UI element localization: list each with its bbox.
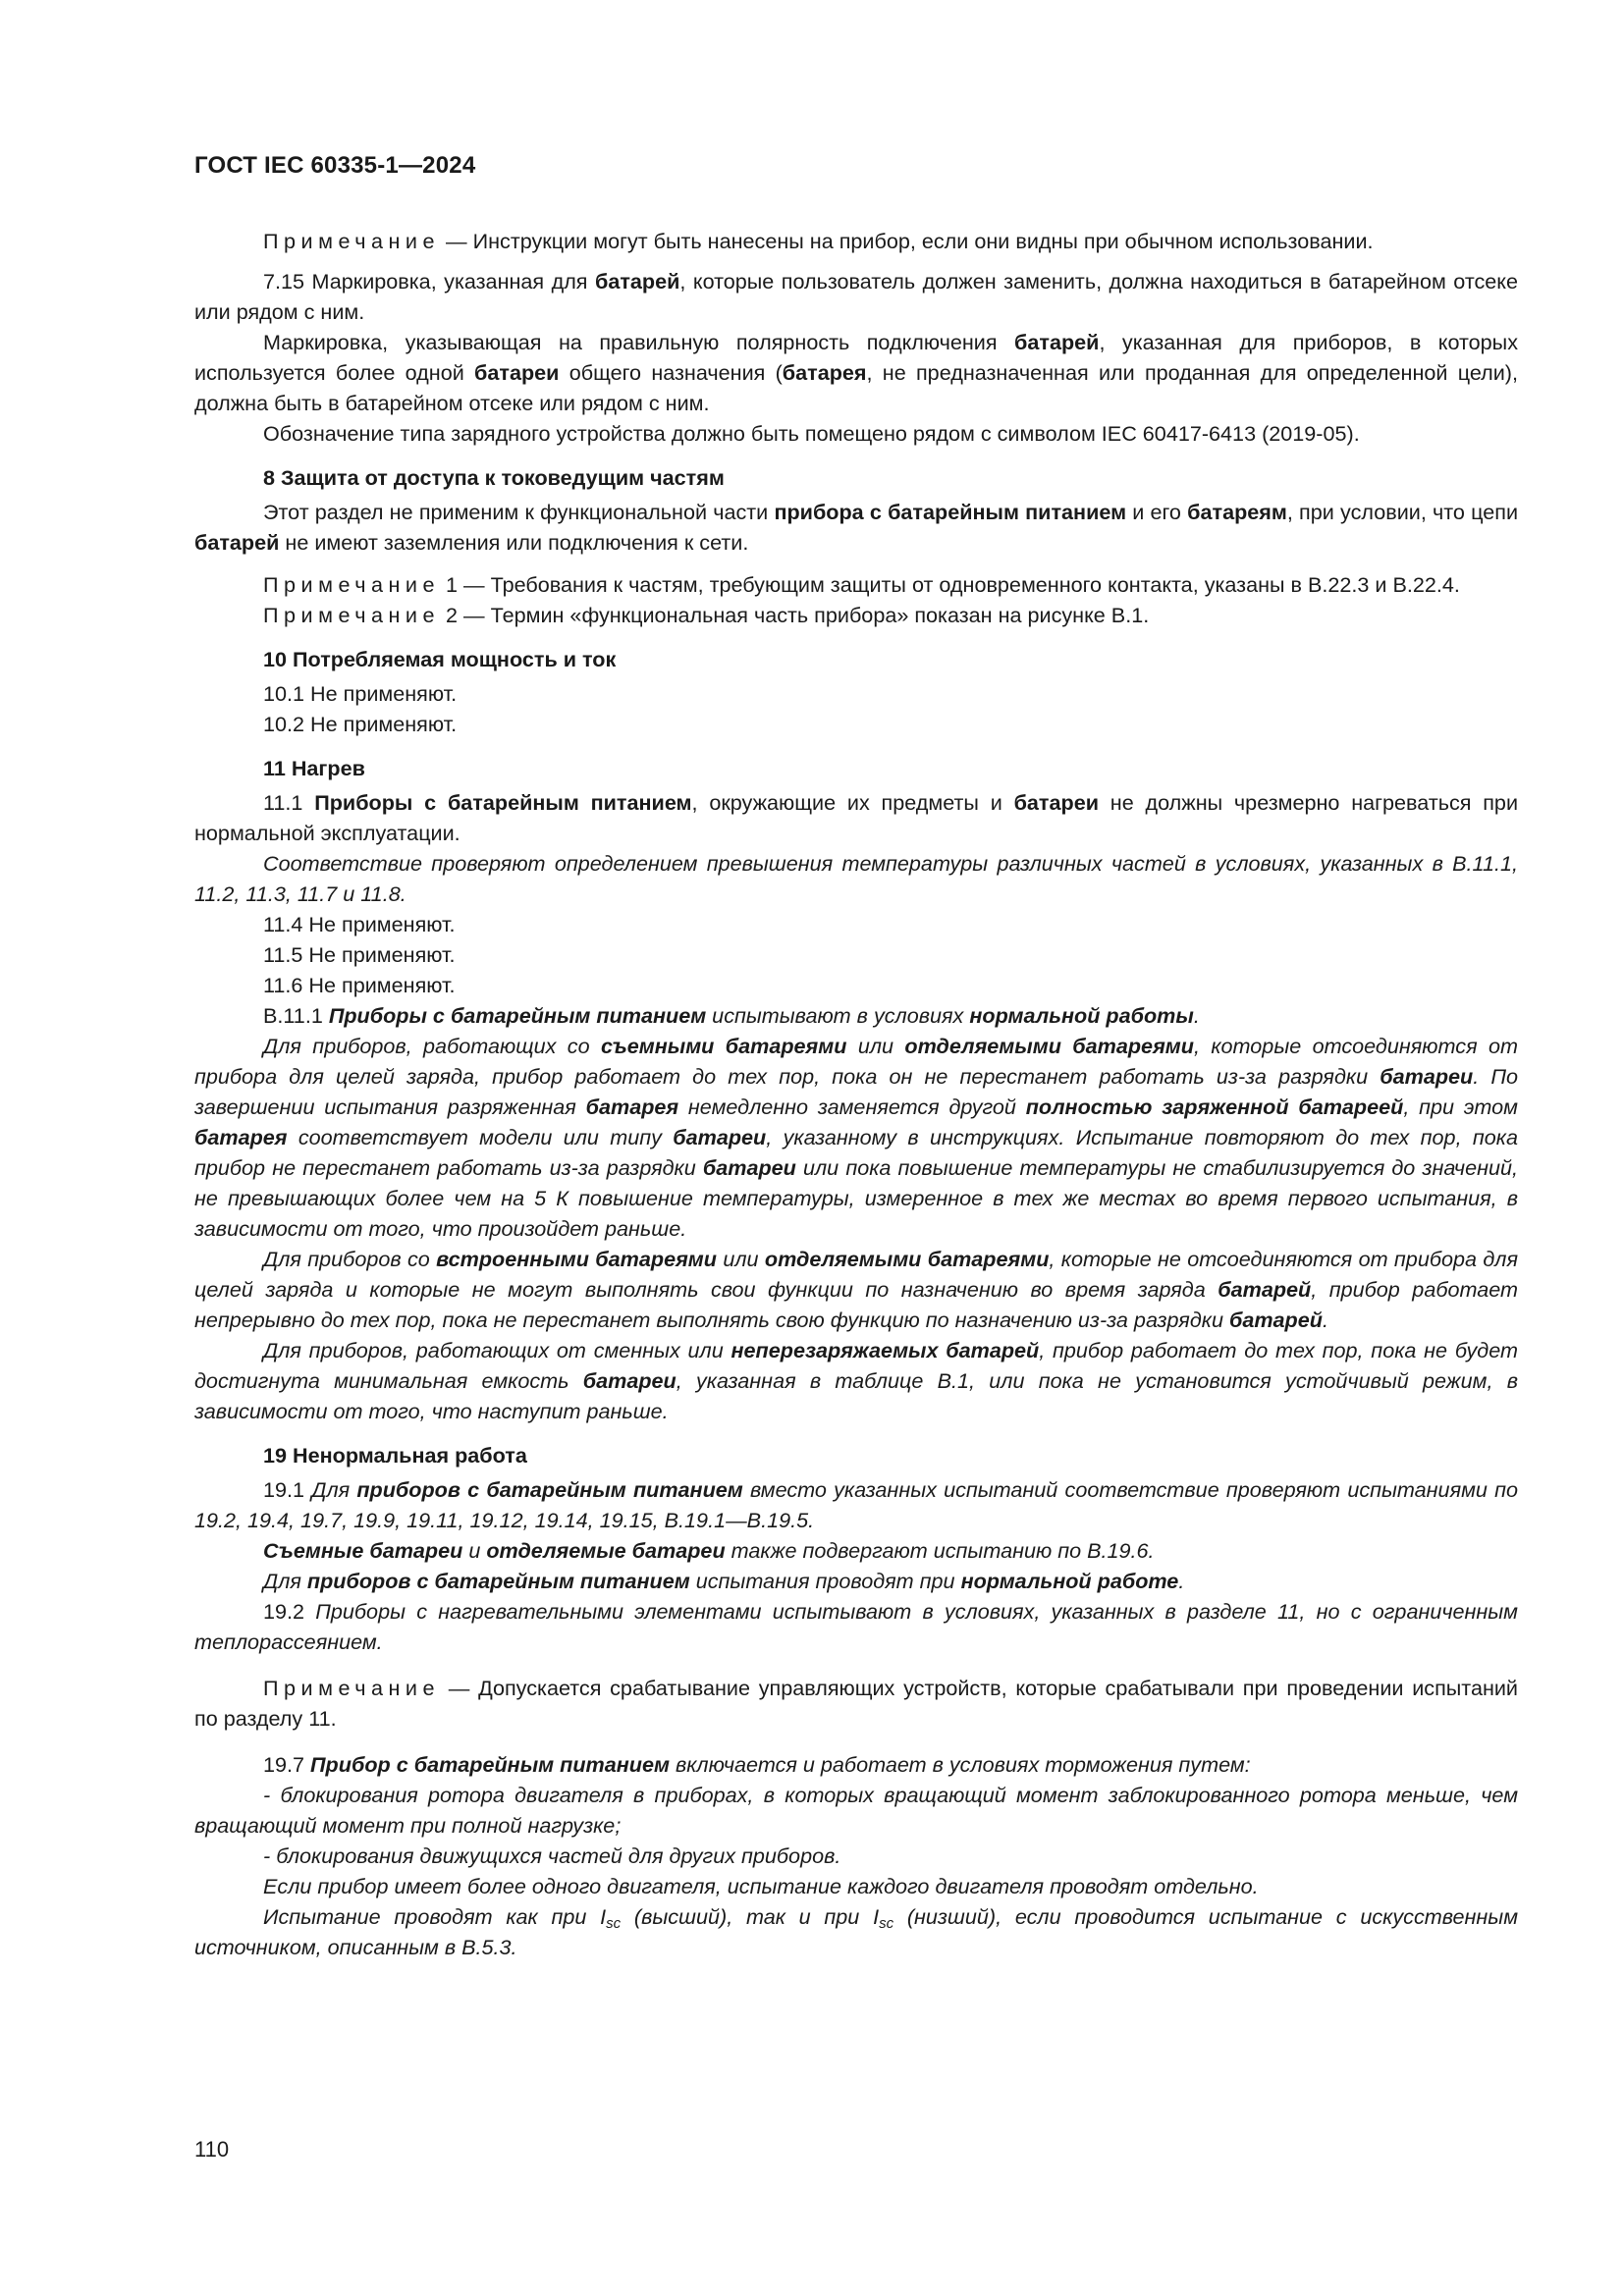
note-8-1: Примечание 1 — Требования к частям, требующим защиты от одновременного контакта, указаны в B.22.3 и B.22.4. [263, 572, 1460, 597]
paragraph-11-compliance: Соответствие проверяют определением превышения температуры различных частей в условиях, указанных в B.11.1, 11.2, 11.3, 11.7 и 11.8. [194, 851, 1518, 906]
section-heading-11: 11 Нагрев [263, 756, 365, 780]
paragraph-19-7-motors: Если прибор имеет более одного двигателя, испытание каждого двигателя проводят отдельно. [263, 1874, 1259, 1898]
paragraph-19-normal: Для приборов с батарейным питанием испытания проводят при нормальной работе. [263, 1569, 1185, 1593]
paragraph-8: Этот раздел не применим к функциональной части прибора с батарейным питанием и его батареям, при условии, что цепи батарей не имеют заземления или подключения к сети. [194, 500, 1519, 555]
paragraph-7-15: 7.15 Маркировка, указанная для батарей, которые пользователь должен заменить, должна находиться в батарейном отсеке или рядом с ним. [194, 269, 1518, 324]
paragraph-19-7: 19.7 Прибор с батарейным питанием включается и работает в условиях торможения путем: [263, 1752, 1251, 1777]
paragraph-19-1: 19.1 Для приборов с батарейным питанием вместо указанных испытаний соответствие проверяют испытаниями по 19.2, 19.4, 19.7, 19.9, 19.11, 19.12, 19.14, 19.15, B.19.1—B.19.5. [194, 1477, 1519, 1532]
paragraph-charger-symbol: Обозначение типа зарядного устройства должно быть помещено рядом с символом IEC 60417-6413 (2019-05). [263, 421, 1360, 446]
paragraph-19-removable: Съемные батареи и отделяемые батареи также подвергают испытанию по B.19.6. [263, 1538, 1155, 1563]
paragraph-19-7-rotor: - блокирования ротора двигателя в приборах, в которых вращающий момент заблокированного ротора меньше, чем вращающий момент при полной нагрузке; [194, 1783, 1518, 1838]
paragraph-removable-batteries: Для приборов, работающих со съемными батареями или отделяемыми батареями, которые отсоединяются от прибора для целей заряда, прибор работает до тех пор, пока он не перестанет работать из-за разрядки батареи. По завершении испытания разряженная батарея немедленно заменяется другой полностью заряженной батареей, при этом батарея соответствует модели или типу батареи, указанному в инструкциях. Испытание повторяют до тех пор, пока прибор не перестанет работать из-за разрядки батареи или пока повышение температуры не стабилизируется до значений, не превышающих более чем на 5 К повышение температуры, измеренное в тех же местах во время первого испытания, в зависимости от того, что произойдет раньше. [194, 1034, 1519, 1241]
note-8-2: Примечание 2 — Термин «функциональная часть прибора» показан на рисунке B.1. [263, 603, 1150, 627]
paragraph-19-7-isc: Испытание проводят как при $I_{sc}$ (высший), так и при $I_{sc}$ (низший), если проводится испытание с искусственным источником, описанным в B.5.3. [194, 1904, 1518, 1959]
paragraph-19-7-moving-parts: - блокирования движущихся частей для других приборов. [263, 1843, 841, 1868]
paragraph-non-rechargeable: Для приборов, работающих от сменных или неперезаряжаемых батарей, прибор работает до тех пор, пока не будет достигнута минимальная емкость батареи, указанная в таблице B.1, или пока не установится устойчивый режим, в зависимости от того, что наступит раньше. [194, 1338, 1518, 1423]
paragraph-10-1: 10.1 Не применяют. [263, 681, 458, 706]
paragraph-polarity: Маркировка, указывающая на правильную полярность подключения батарей, указанная для приборов, в которых используется более одной батареи общего назначения (батарея, не предназначенная или проданная для определенной цели), должна быть в батарейном отсеке или рядом с ним. [194, 330, 1518, 415]
section-heading-8: 8 Защита от доступа к токоведущим частям [263, 465, 725, 490]
paragraph-19-2: 19.2 Приборы с нагревательными элементами испытывают в условиях, указанных в разделе 11, но с ограниченным теплорассеянием. [194, 1599, 1518, 1654]
paragraph-11-5: 11.5 Не применяют. [263, 942, 456, 967]
paragraph-built-in-batteries: Для приборов со встроенными батареями или отделяемыми батареями, которые не отсоединяются от прибора для целей заряда и которые не могут выполнять свои функции по назначению во время заряда батарей, прибор работает непрерывно до тех пор, пока не перестанет выполнять свою функцию по назначению из-за разрядки батарей. [194, 1247, 1519, 1332]
paragraph-b-11-1: B.11.1 Приборы с батарейным питанием испытывают в условиях нормальной работы. [263, 1003, 1200, 1028]
document-body [194, 226, 1518, 1962]
paragraph-11-4: 11.4 Не применяют. [263, 912, 456, 936]
section-heading-19: 19 Ненормальная работа [263, 1443, 527, 1468]
paragraph-11-1: 11.1 Приборы с батарейным питанием, окружающие их предметы и батареи не должны чрезмерно нагреваться при нормальной эксплуатации. [194, 790, 1519, 845]
page-number: 110 [194, 2137, 230, 2162]
note-19: Примечание — Допускается срабатывание управляющих устройств, которые срабатывали при проведении испытаний по разделу 11. [194, 1676, 1518, 1731]
document-header: ГОСТ IEC 60335-1—2024 [194, 152, 476, 179]
paragraph-11-6: 11.6 Не применяют. [263, 973, 456, 997]
paragraph-10-2: 10.2 Не применяют. [263, 712, 458, 736]
section-heading-10: 10 Потребляемая мощность и ток [263, 647, 617, 671]
note-instructions: Примечание — Инструкции могут быть нанесены на прибор, если они видны при обычном использовании. [263, 229, 1374, 253]
